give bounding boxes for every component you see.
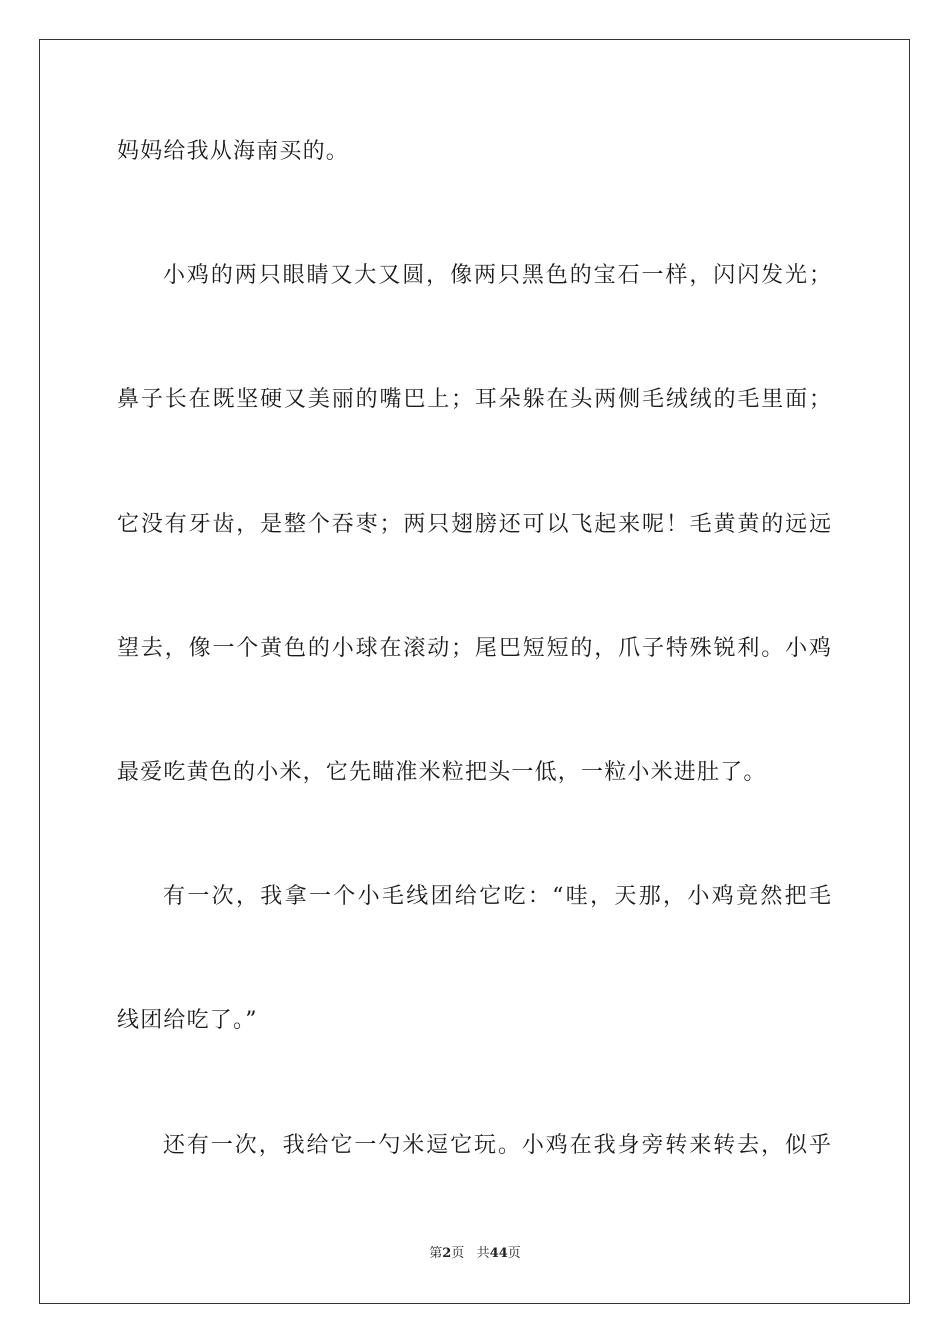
- total-suffix: 页: [507, 1246, 521, 1261]
- text-line-4: 它没有牙齿，是整个吞枣；两只翅膀还可以飞起来呢！毛黄黄的远远: [117, 512, 831, 537]
- total-pages: 44: [489, 1246, 508, 1261]
- text-line-5: 望去，像一个黄色的小球在滚动；尾巴短短的，爪子特殊锐利。小鸡: [117, 636, 831, 661]
- text-line-8: 线团给吃了。”: [117, 1008, 258, 1033]
- page-prefix: 第: [429, 1246, 443, 1261]
- text-line-2: 小鸡的两只眼睛又大又圆，像两只黑色的宝石一样，闪闪发光；: [163, 263, 831, 288]
- text-line-9: 还有一次，我给它一勺米逗它玩。小鸡在我身旁转来转去，似乎: [163, 1133, 831, 1158]
- page-border: [39, 39, 910, 1304]
- text-line-1: 妈妈给我从海南买的。: [117, 139, 350, 164]
- page-number: 2: [442, 1246, 452, 1261]
- total-prefix: 共: [476, 1246, 490, 1261]
- text-line-6: 最爱吃黄色的小米，它先瞄准米粒把头一低，一粒小米进肚了。: [117, 760, 767, 785]
- text-line-7: 有一次，我拿一个小毛线团给它吃：“哇，天那，小鸡竟然把毛: [163, 884, 831, 909]
- text-line-3: 鼻子长在既坚硬又美丽的嘴巴上；耳朵躲在头两侧毛绒绒的毛里面；: [117, 387, 831, 412]
- page-suffix: 页: [451, 1246, 465, 1261]
- page-footer: [0, 1245, 950, 1263]
